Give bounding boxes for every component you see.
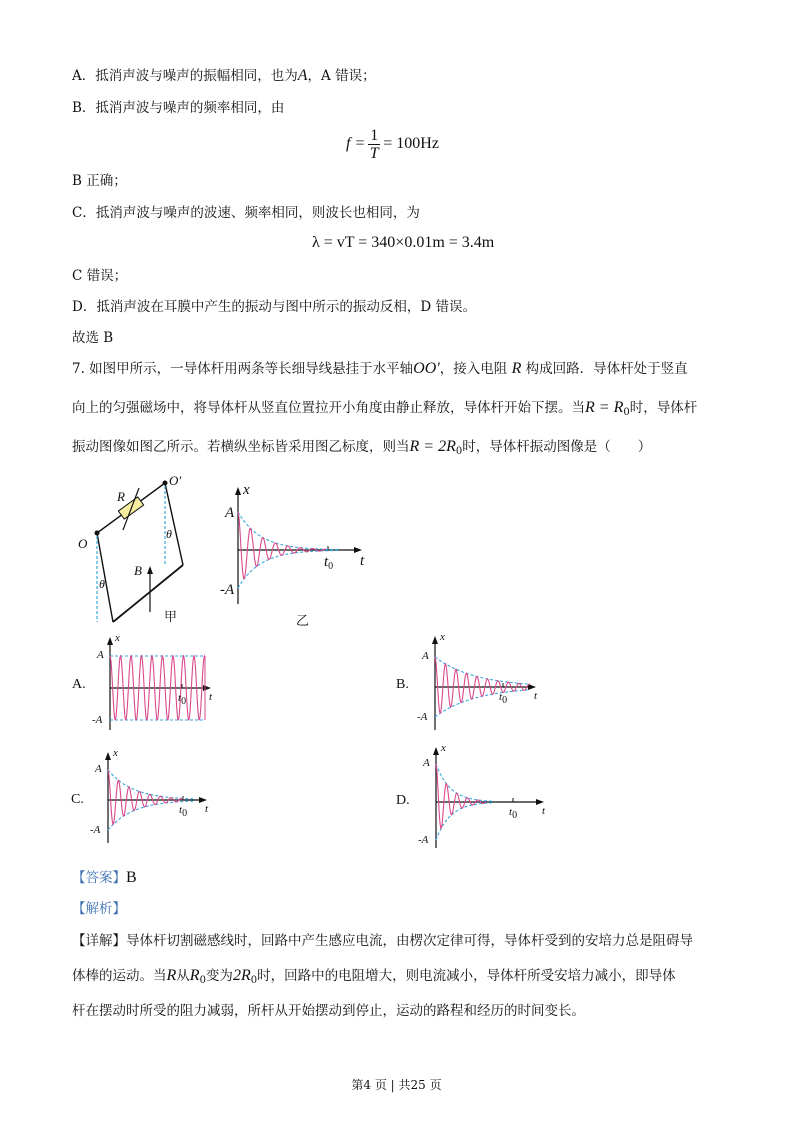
option-b-graph-A-label: A <box>422 650 429 662</box>
detail-line-3: 杆在摆动时所受的阻力减弱，所杆从开始摆动到停止，运动的路程和经历的时间变长。 <box>72 1003 585 1019</box>
option-c-graph-t0-label: t0 <box>179 804 188 819</box>
option-c-graph-negA-label: -A <box>90 824 101 836</box>
detail-line-1: 【详解】导体杆切割磁感线时，回路中产生感应电流，由楞次定律可得，导体杆受到的安培力总是阻碍导 <box>72 933 693 949</box>
option-b-graph-negA-label: -A <box>417 711 428 723</box>
option-a-graph-x-label: x <box>115 632 120 644</box>
option-b-analysis: B．抵消声波与噪声的频率相同，由 <box>72 100 285 116</box>
graph-yi-negA-label: -A <box>220 582 235 598</box>
option-c-analysis: C．抵消声波与噪声的波速、频率相同，则波长也相同，为 <box>72 205 420 221</box>
option-b-label[interactable]: B. <box>396 677 409 692</box>
label-jia: 甲 <box>164 609 178 624</box>
graph-yi-A-label: A <box>225 505 235 521</box>
option-c-wrong: C 错误； <box>72 268 128 284</box>
option-d-graph-lower-envelope <box>436 803 493 840</box>
option-b-graph-t-label: t <box>534 690 538 702</box>
label-O: O <box>78 536 88 551</box>
answer-tag: 【答案】 <box>72 870 126 886</box>
question-line-3: 振动图像如图乙所示。若横纵坐标皆采用图乙标度，则当$R = 2R_0$时，导体杆振动图像是（ ） <box>72 438 652 457</box>
option-b-correct: B 正确； <box>72 173 127 189</box>
option-c-graph-t-label: t <box>205 803 209 815</box>
option-d-graph-x-arrow <box>433 747 439 755</box>
label-theta-left: θ <box>99 577 105 591</box>
graph-yi-t-label: t <box>360 553 365 569</box>
label-R: R <box>117 489 125 504</box>
option-d-label[interactable]: D. <box>396 793 410 808</box>
option-a-graph-x-arrow <box>107 637 113 645</box>
option-a-graph-negA-label: -A <box>92 714 103 726</box>
option-a-label[interactable]: A. <box>72 677 86 692</box>
label-B: B <box>134 563 142 578</box>
option-d-graph-negA-label: -A <box>418 834 429 846</box>
option-a-graph-A-label: A <box>97 649 104 661</box>
graph-yi-x-label: x <box>243 482 250 498</box>
graph-yi-x-arrow <box>235 487 241 495</box>
label-yi: 乙 <box>296 613 310 628</box>
option-d-analysis: D．抵消声波在耳膜中产生的振动与图中所示的振动反相，D 错误。 <box>72 299 476 315</box>
frequency-formula: f = $\frac{1}{T}$ = 100Hz <box>346 127 439 162</box>
option-c-graph-x-label: x <box>113 747 118 759</box>
option-a-graph-t-label: t <box>209 691 213 703</box>
pivot-O-prime <box>163 481 168 486</box>
page-footer: 第4 页 | 共25 页 <box>351 1078 442 1092</box>
answer-value: B <box>126 869 137 886</box>
option-d-graph-t0-label: t0 <box>509 806 518 821</box>
option-c-graph-A-label: A <box>95 763 102 775</box>
option-c-graph-x-arrow <box>105 752 111 760</box>
label-O-prime: O′ <box>169 473 182 488</box>
label-theta-right: θ <box>166 527 172 541</box>
option-b-graph-upper-envelope <box>435 657 530 684</box>
right-suspension-wire <box>165 483 183 565</box>
option-b-graph-t0-label: t0 <box>499 691 508 706</box>
magnetic-field-arrowhead <box>147 566 153 574</box>
graph-yi-t0-label: $t_0$ <box>324 554 334 572</box>
detail-line-2: 体棒的运动。当R从$R_0$变为$2R_0$时，回路中的电阻增大，则电流减小，导体杆所受安培力减小，即导体 <box>72 967 676 986</box>
choose-answer: 故选 B <box>72 330 114 346</box>
pivot-O <box>95 531 100 536</box>
question-line-2: 向上的匀强磁场中，将导体杆从竖直位置拉开小角度由静止释放，导体杆开始下摆。当$R = R_0$时，导体杆 <box>72 399 698 418</box>
question-line-1: 7. 如图甲所示，一导体杆用两条等长细导线悬挂于水平轴OO′，接入电阻 R 构成回路．导体杆处于竖直 <box>72 360 688 377</box>
analysis-tag: 【解析】 <box>72 901 126 917</box>
option-a-analysis: A．抵消声波与噪声的振幅相同，也为A，A 错误； <box>72 67 376 84</box>
option-b-graph-x-label: x <box>440 631 445 643</box>
option-c-label[interactable]: C. <box>71 792 84 807</box>
graph-yi-oscillation-curve <box>238 512 326 579</box>
option-b-graph-x-arrow <box>432 636 438 644</box>
option-d-graph-x-label: x <box>441 742 446 754</box>
option-d-graph-t-label: t <box>542 805 546 817</box>
answer-line <box>72 869 137 887</box>
option-d-graph-oscillation-curve <box>436 764 486 828</box>
option-a-graph-t0-label: t0 <box>178 692 187 707</box>
option-d-graph-A-label: A <box>423 757 430 769</box>
wavelength-formula: λ = vT = 340×0.01m = 3.4m <box>312 234 495 251</box>
